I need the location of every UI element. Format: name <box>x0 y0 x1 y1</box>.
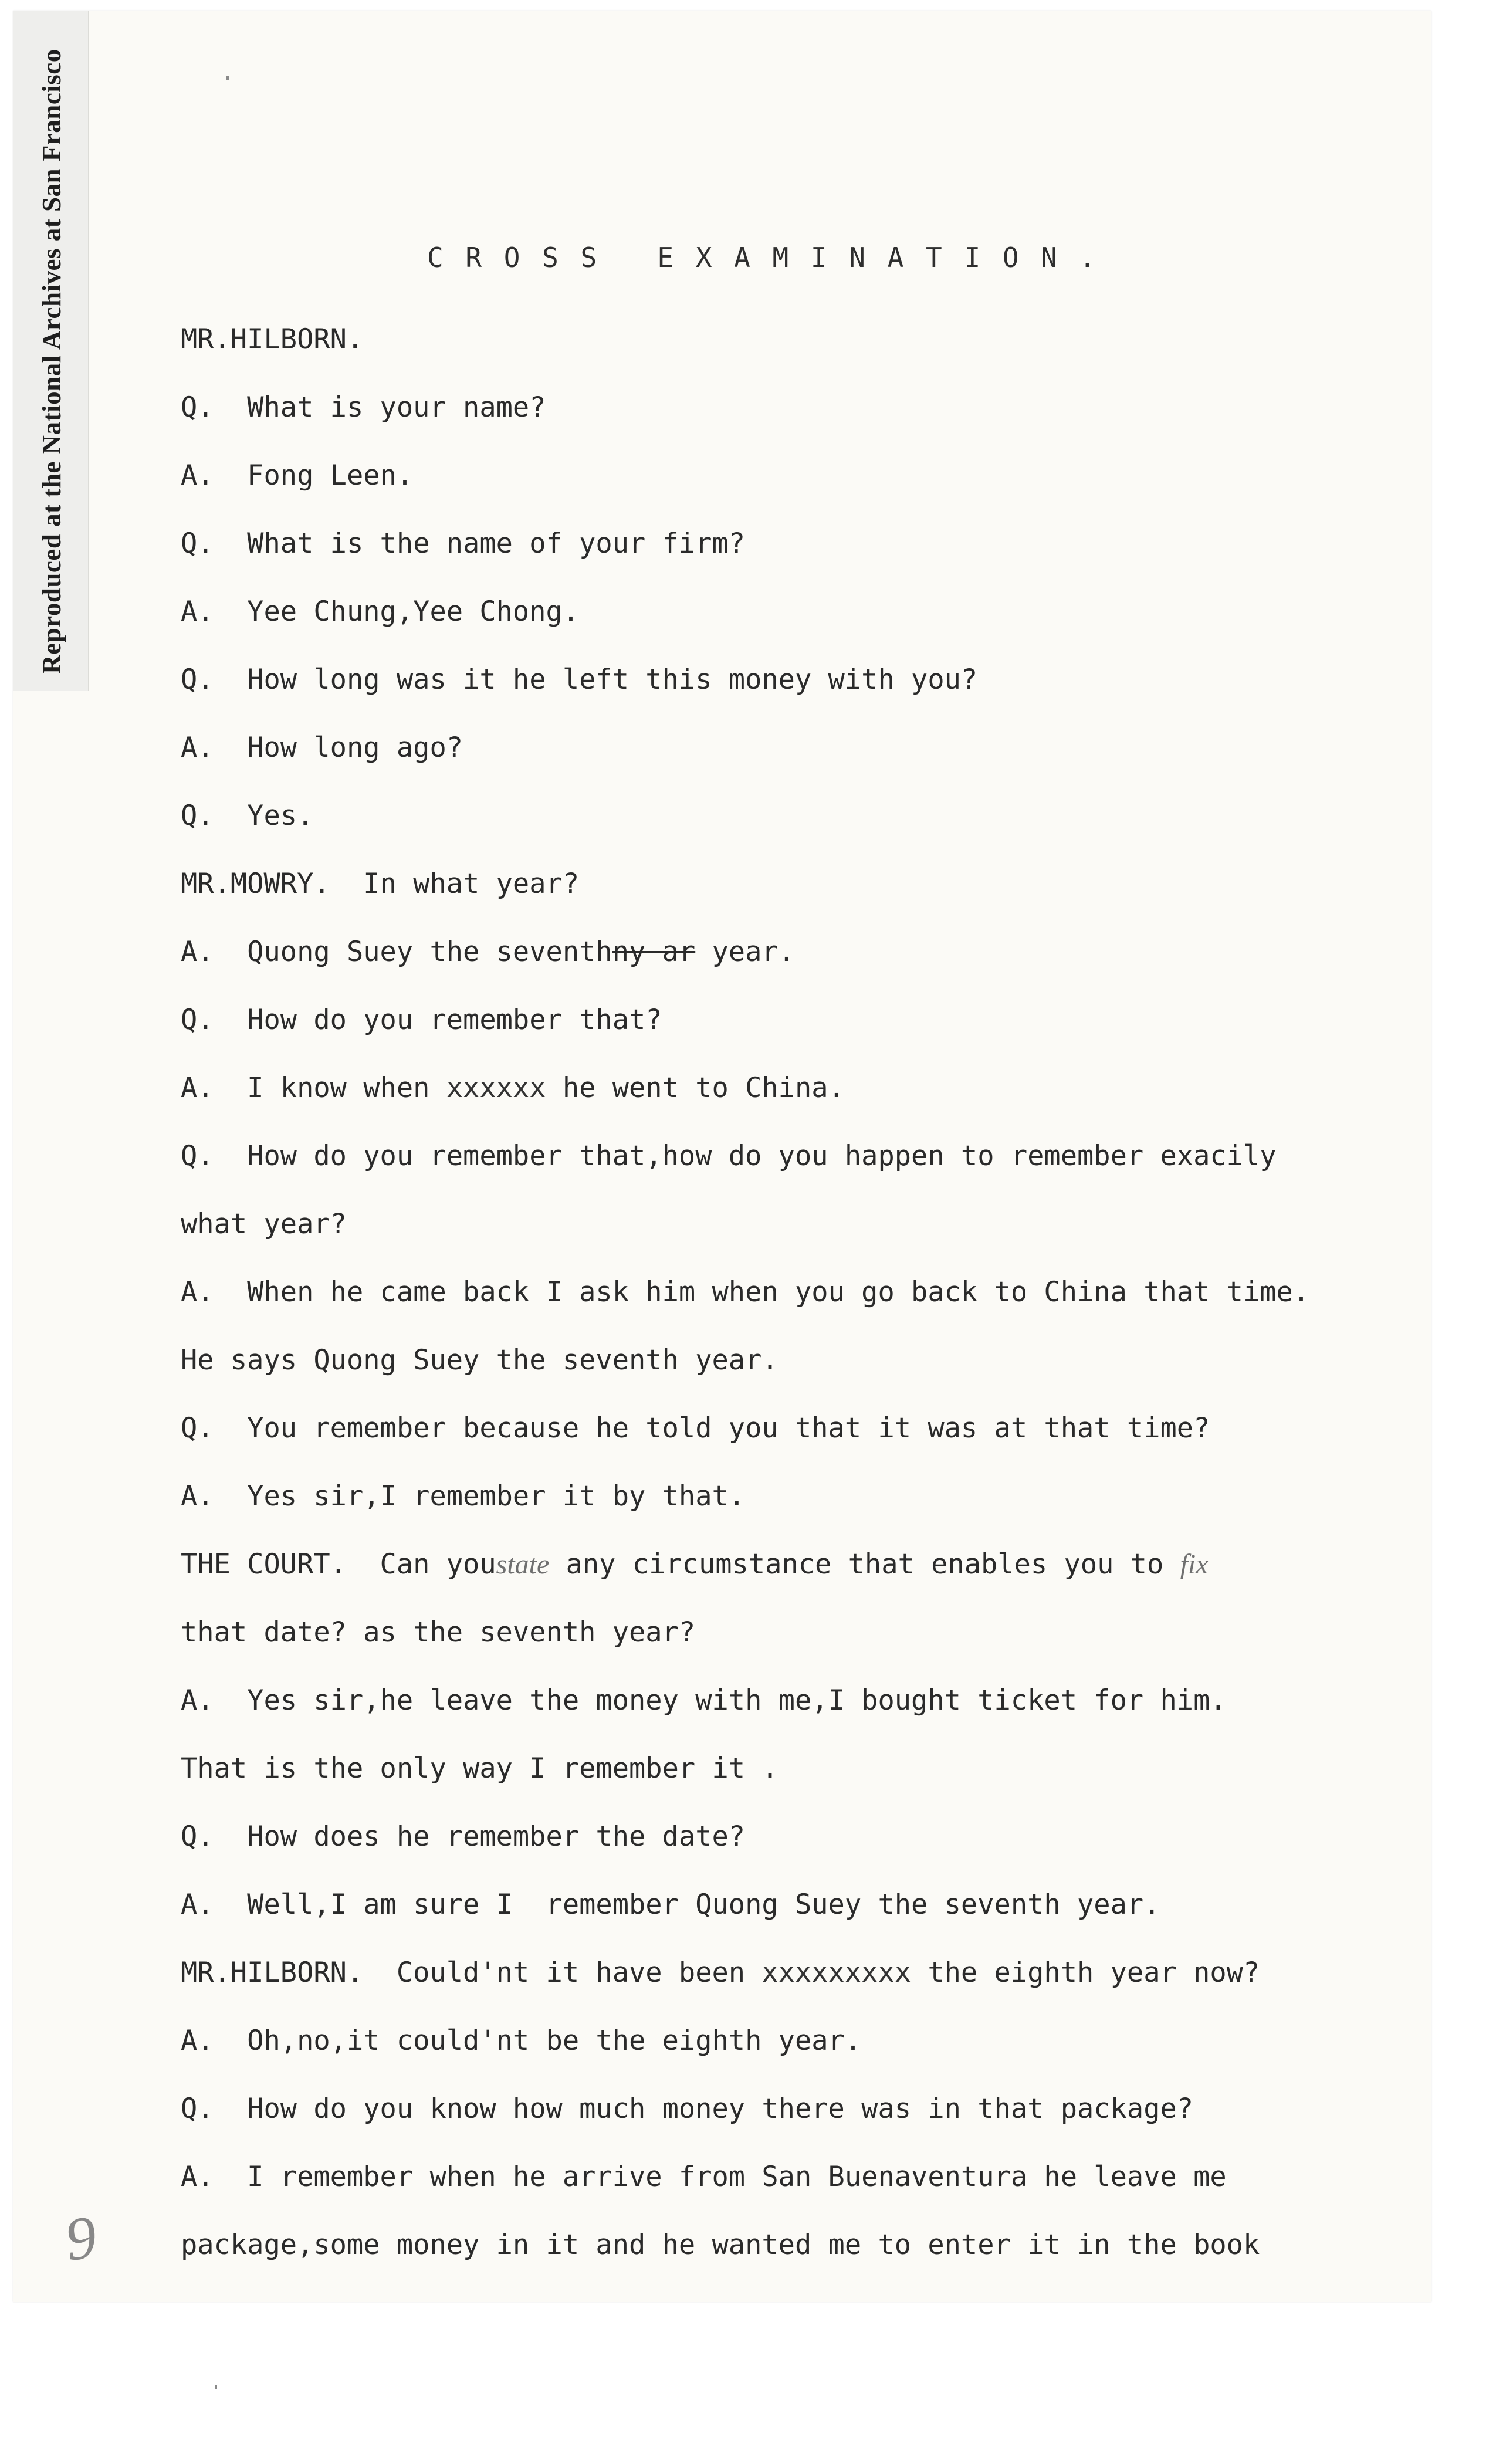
line-text: the eighth year now? <box>911 1957 1260 1989</box>
transcript-line: A. When he came back I ask him when you go back to China that time. <box>181 1276 1310 1308</box>
transcript-line: A. Yee Chung,Yee Chong. <box>181 595 580 628</box>
transcript-line: Q. What is the name of your firm? <box>181 527 746 560</box>
line-text: year. <box>695 936 795 968</box>
transcript-line: Q. How do you remember that? <box>181 1004 662 1036</box>
transcript-line: Q. How do you remember that,how do you happen to remember exacily <box>181 1140 1277 1172</box>
page-number: 9 <box>61 2202 101 2275</box>
transcript-line: A. Oh,no,it could'nt be the eighth year. <box>181 2025 862 2057</box>
transcript-line: Q. What is your name? <box>181 391 546 424</box>
struck-text: ny ar <box>612 936 696 968</box>
paper-speck <box>226 76 229 80</box>
transcript-line: that date? as the seventh year? <box>181 1616 696 1649</box>
handwritten-note: fix <box>1180 1549 1209 1580</box>
transcript-line: He says Quong Suey the seventh year. <box>181 1344 779 1376</box>
line-text: he went to China. <box>546 1072 845 1104</box>
transcript-line <box>181 1957 1260 1989</box>
line-text: any circumstance that enables you to <box>549 1548 1180 1580</box>
transcript-line: Q. How does he remember the date? <box>181 1820 746 1853</box>
line-text: A. Quong Suey the seventh <box>181 936 612 968</box>
transcript-line: A. Yes sir,he leave the money with me,I bought ticket for him. <box>181 1684 1227 1717</box>
transcript-line: A. How long ago? <box>181 732 463 764</box>
paper-speck <box>215 2385 217 2389</box>
handwritten-insert: state <box>496 1549 550 1580</box>
transcript-line <box>181 1074 845 1102</box>
transcript-line: Q. You remember because he told you that it was at that time? <box>181 1412 1210 1444</box>
line-text: THE COURT. Can you <box>181 1548 496 1580</box>
struck-text: xxxxxxxxx <box>761 1957 912 1989</box>
transcript-line <box>181 938 795 966</box>
transcript-line: package,some money in it and he wanted me to enter it in the book <box>181 2229 1260 2261</box>
transcript-line: A. Fong Leen. <box>181 459 414 492</box>
transcript-line: Q. How long was it he left this money with you? <box>181 664 978 696</box>
transcript-line: MR.MOWRY. In what year? <box>181 868 580 900</box>
transcript-line: A. Well,I am sure I remember Quong Suey the seventh year. <box>181 1888 1160 1921</box>
transcript-line: what year? <box>181 1208 347 1240</box>
page-title: C R O S S E X A M I N A T I O N . <box>427 242 1099 273</box>
transcript-line: Q. How do you know how much money there was in that package? <box>181 2093 1194 2125</box>
struck-text: xxxxxx <box>446 1072 546 1104</box>
transcript-line: A. Yes sir,I remember it by that. <box>181 1480 746 1512</box>
transcript-line: MR.HILBORN. <box>181 323 364 356</box>
transcript-line: That is the only way I remember it . <box>181 1752 779 1785</box>
archive-stamp <box>13 11 89 691</box>
archive-stamp-text: Reproduced at the National Archives at San Francisco <box>37 49 66 674</box>
line-text: A. I know when <box>181 1072 446 1104</box>
transcript-line: A. I remember when he arrive from San Buenaventura he leave me <box>181 2161 1227 2193</box>
transcript-line: Q. Yes. <box>181 800 314 832</box>
line-text: MR.HILBORN. Could'nt it have been <box>181 1957 762 1989</box>
transcript-line <box>181 1548 1209 1580</box>
